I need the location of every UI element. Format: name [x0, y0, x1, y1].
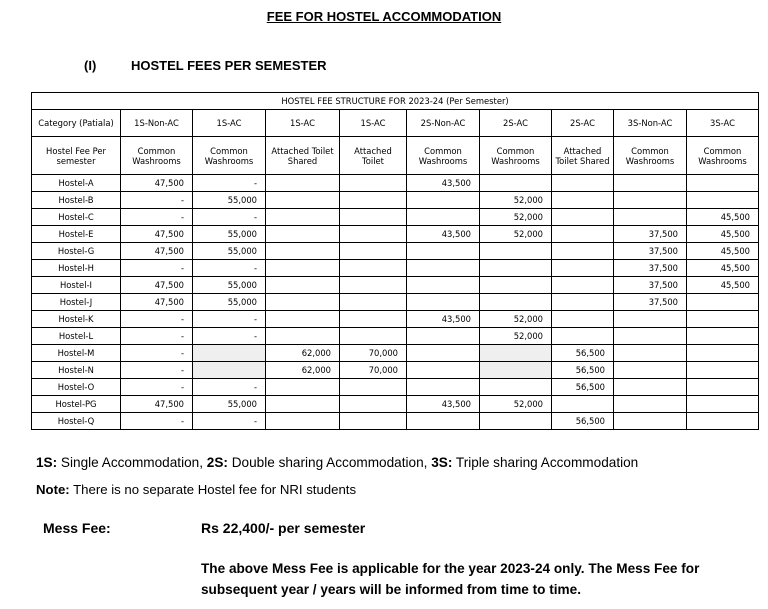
column-header: 2S-AC	[480, 110, 552, 137]
fee-cell	[687, 328, 759, 345]
fee-cell	[480, 413, 552, 430]
nri-note	[36, 482, 356, 497]
fee-cell	[340, 226, 407, 243]
fee-cell: 56,500	[552, 345, 614, 362]
fee-cell	[552, 328, 614, 345]
fee-cell	[614, 379, 687, 396]
column-header: 3S-AC	[687, 110, 759, 137]
fee-cell	[340, 209, 407, 226]
legend-3s-abbr: 3S:	[431, 455, 453, 470]
fee-cell: 47,500	[121, 294, 193, 311]
column-subheader: Common Washrooms	[407, 137, 480, 175]
fee-cell	[480, 362, 552, 379]
hostel-name: Hostel-N	[32, 362, 121, 379]
section-heading	[84, 58, 327, 73]
section-title: HOSTEL FEES PER SEMESTER	[131, 58, 327, 73]
fee-cell: 37,500	[614, 294, 687, 311]
column-header: 2S-Non-AC	[407, 110, 480, 137]
fee-cell: -	[121, 345, 193, 362]
fee-cell	[480, 175, 552, 192]
fee-cell: 47,500	[121, 277, 193, 294]
fee-cell: 55,000	[193, 243, 266, 260]
mess-fee-label: Mess Fee:	[43, 520, 111, 536]
fee-cell: 56,500	[552, 413, 614, 430]
fee-cell: 37,500	[614, 260, 687, 277]
fee-cell	[687, 175, 759, 192]
fee-cell: 37,500	[614, 243, 687, 260]
fee-cell	[552, 277, 614, 294]
fee-cell	[552, 192, 614, 209]
hostel-name: Hostel-I	[32, 277, 121, 294]
hostel-fee-table	[31, 92, 759, 430]
fee-cell: -	[193, 260, 266, 277]
fee-cell	[340, 294, 407, 311]
hostel-name: Hostel-H	[32, 260, 121, 277]
fee-cell: 70,000	[340, 345, 407, 362]
fee-cell	[407, 379, 480, 396]
hostel-name: Hostel-C	[32, 209, 121, 226]
fee-cell	[266, 260, 340, 277]
category-header: Category (Patiala)	[32, 110, 121, 137]
fee-cell	[407, 328, 480, 345]
fee-cell	[614, 328, 687, 345]
fee-cell	[340, 260, 407, 277]
fee-cell: -	[121, 311, 193, 328]
fee-cell	[407, 345, 480, 362]
fee-cell: 45,500	[687, 260, 759, 277]
table-row	[32, 192, 759, 209]
fee-cell: 47,500	[121, 396, 193, 413]
fee-cell	[407, 277, 480, 294]
hostel-name: Hostel-A	[32, 175, 121, 192]
fee-cell	[614, 396, 687, 413]
mess-fee-amount: Rs 22,400/- per semester	[201, 520, 366, 536]
fee-cell	[407, 243, 480, 260]
column-subheader: Common Washrooms	[614, 137, 687, 175]
fee-cell	[266, 277, 340, 294]
fee-cell: 52,000	[480, 396, 552, 413]
fee-cell: 45,500	[687, 209, 759, 226]
mess-fee-note: The above Mess Fee is applicable for the year 2023-24 only. The Mess Fee for subsequent year / years will be informed from time to time.	[201, 561, 700, 597]
column-header: 1S-Non-AC	[121, 110, 193, 137]
fee-cell: 52,000	[480, 192, 552, 209]
table-caption: HOSTEL FEE STRUCTURE FOR 2023-24 (Per Semester)	[32, 93, 759, 110]
fee-cell: -	[193, 413, 266, 430]
fee-cell	[407, 192, 480, 209]
column-header: 1S-AC	[193, 110, 266, 137]
fee-cell: 56,500	[552, 379, 614, 396]
fee-cell	[614, 345, 687, 362]
fee-cell	[266, 294, 340, 311]
fee-cell	[407, 209, 480, 226]
table-row	[32, 260, 759, 277]
fee-cell: -	[193, 328, 266, 345]
fee-cell	[614, 311, 687, 328]
fee-cell: -	[193, 311, 266, 328]
fee-cell	[340, 277, 407, 294]
hostel-name: Hostel-M	[32, 345, 121, 362]
fee-cell	[266, 413, 340, 430]
fee-cell	[340, 192, 407, 209]
fee-cell: 37,500	[614, 277, 687, 294]
fee-cell: -	[121, 192, 193, 209]
legend-3s-text: Triple sharing Accommodation	[452, 455, 639, 470]
fee-cell	[614, 192, 687, 209]
fee-cell: -	[193, 209, 266, 226]
fee-cell	[266, 311, 340, 328]
column-subheader: Attached Toilet Shared	[552, 137, 614, 175]
hostel-name: Hostel-G	[32, 243, 121, 260]
subheader-label: Hostel Fee Per semester	[32, 137, 121, 175]
fee-cell: 52,000	[480, 311, 552, 328]
fee-cell	[407, 260, 480, 277]
fee-cell: 56,500	[552, 362, 614, 379]
fee-cell	[552, 175, 614, 192]
fee-cell: 52,000	[480, 226, 552, 243]
fee-cell: 43,500	[407, 396, 480, 413]
table-row	[32, 294, 759, 311]
fee-cell	[480, 294, 552, 311]
fee-cell: 62,000	[266, 345, 340, 362]
note-text: There is no separate Hostel fee for NRI students	[69, 482, 357, 497]
fee-cell: 45,500	[687, 277, 759, 294]
accommodation-legend	[36, 455, 638, 470]
fee-cell: 43,500	[407, 175, 480, 192]
fee-cell	[480, 277, 552, 294]
fee-cell	[407, 294, 480, 311]
column-header: 3S-Non-AC	[614, 110, 687, 137]
fee-cell: -	[121, 209, 193, 226]
fee-cell: 43,500	[407, 311, 480, 328]
fee-cell: 45,500	[687, 226, 759, 243]
fee-cell	[614, 362, 687, 379]
fee-cell	[687, 294, 759, 311]
fee-cell	[340, 243, 407, 260]
table-row	[32, 328, 759, 345]
fee-cell: 47,500	[121, 175, 193, 192]
fee-cell	[687, 345, 759, 362]
column-subheader: Common Washrooms	[480, 137, 552, 175]
hostel-name: Hostel-Q	[32, 413, 121, 430]
fee-cell	[552, 226, 614, 243]
column-subheader: Common Washrooms	[193, 137, 266, 175]
fee-cell	[266, 379, 340, 396]
fee-cell: 52,000	[480, 328, 552, 345]
fee-cell	[266, 396, 340, 413]
fee-cell	[552, 260, 614, 277]
fee-cell: 45,500	[687, 243, 759, 260]
fee-cell	[407, 413, 480, 430]
note-label: Note:	[36, 482, 70, 497]
column-subheader: Attached Toilet	[340, 137, 407, 175]
legend-2s-text: Double sharing Accommodation,	[227, 455, 432, 470]
fee-cell	[266, 175, 340, 192]
fee-cell	[480, 379, 552, 396]
fee-cell	[407, 362, 480, 379]
fee-cell: 70,000	[340, 362, 407, 379]
fee-cell: 55,000	[193, 294, 266, 311]
fee-cell: 55,000	[193, 192, 266, 209]
fee-cell	[266, 328, 340, 345]
fee-cell	[193, 362, 266, 379]
table-row	[32, 277, 759, 294]
fee-cell	[340, 175, 407, 192]
table-row	[32, 311, 759, 328]
legend-1s-text: Single Accommodation,	[57, 455, 207, 470]
fee-cell	[340, 311, 407, 328]
fee-cell	[552, 294, 614, 311]
section-number: (I)	[84, 58, 97, 73]
fee-cell	[687, 311, 759, 328]
legend-1s-abbr: 1S:	[36, 455, 58, 470]
document-title: FEE FOR HOSTEL ACCOMMODATION	[266, 9, 502, 24]
fee-cell	[687, 396, 759, 413]
fee-cell: -	[121, 413, 193, 430]
fee-cell	[687, 379, 759, 396]
fee-cell: 55,000	[193, 396, 266, 413]
hostel-name: Hostel-K	[32, 311, 121, 328]
table-row	[32, 226, 759, 243]
fee-cell: 52,000	[480, 209, 552, 226]
fee-cell	[614, 209, 687, 226]
fee-cell	[340, 379, 407, 396]
column-header: 1S-AC	[266, 110, 340, 137]
fee-cell	[340, 413, 407, 430]
fee-cell: -	[121, 328, 193, 345]
fee-cell	[266, 243, 340, 260]
column-subheader: Attached Toilet Shared	[266, 137, 340, 175]
fee-cell	[552, 396, 614, 413]
hostel-name: Hostel-O	[32, 379, 121, 396]
hostel-name: Hostel-E	[32, 226, 121, 243]
fee-cell	[340, 328, 407, 345]
fee-cell: 47,500	[121, 243, 193, 260]
column-subheader: Common Washrooms	[687, 137, 759, 175]
fee-cell	[340, 396, 407, 413]
fee-cell: 37,500	[614, 226, 687, 243]
fee-cell: 62,000	[266, 362, 340, 379]
hostel-name: Hostel-L	[32, 328, 121, 345]
table-row	[32, 413, 759, 430]
hostel-name: Hostel-B	[32, 192, 121, 209]
fee-cell	[687, 362, 759, 379]
table-row	[32, 362, 759, 379]
fee-cell	[614, 175, 687, 192]
fee-cell	[266, 226, 340, 243]
table-row	[32, 209, 759, 226]
fee-cell: 47,500	[121, 226, 193, 243]
legend-2s-abbr: 2S:	[206, 455, 228, 470]
fee-cell: -	[121, 260, 193, 277]
fee-cell: 43,500	[407, 226, 480, 243]
fee-cell: -	[193, 175, 266, 192]
column-header: 1S-AC	[340, 110, 407, 137]
fee-cell	[266, 209, 340, 226]
table-row	[32, 379, 759, 396]
fee-cell: -	[121, 362, 193, 379]
fee-cell	[614, 413, 687, 430]
fee-cell: 55,000	[193, 277, 266, 294]
table-row	[32, 345, 759, 362]
fee-cell: -	[193, 379, 266, 396]
hostel-name: Hostel-PG	[32, 396, 121, 413]
fee-cell	[193, 345, 266, 362]
fee-cell	[552, 209, 614, 226]
table-row	[32, 396, 759, 413]
fee-cell	[480, 345, 552, 362]
fee-cell: -	[121, 379, 193, 396]
column-header: 2S-AC	[552, 110, 614, 137]
fee-cell	[687, 192, 759, 209]
fee-cell	[266, 192, 340, 209]
table-row	[32, 175, 759, 192]
fee-cell	[552, 311, 614, 328]
fee-cell	[480, 243, 552, 260]
hostel-name: Hostel-J	[32, 294, 121, 311]
table-row	[32, 243, 759, 260]
column-subheader: Common Washrooms	[121, 137, 193, 175]
fee-cell	[687, 413, 759, 430]
fee-cell: 55,000	[193, 226, 266, 243]
fee-cell	[480, 260, 552, 277]
fee-cell	[552, 243, 614, 260]
